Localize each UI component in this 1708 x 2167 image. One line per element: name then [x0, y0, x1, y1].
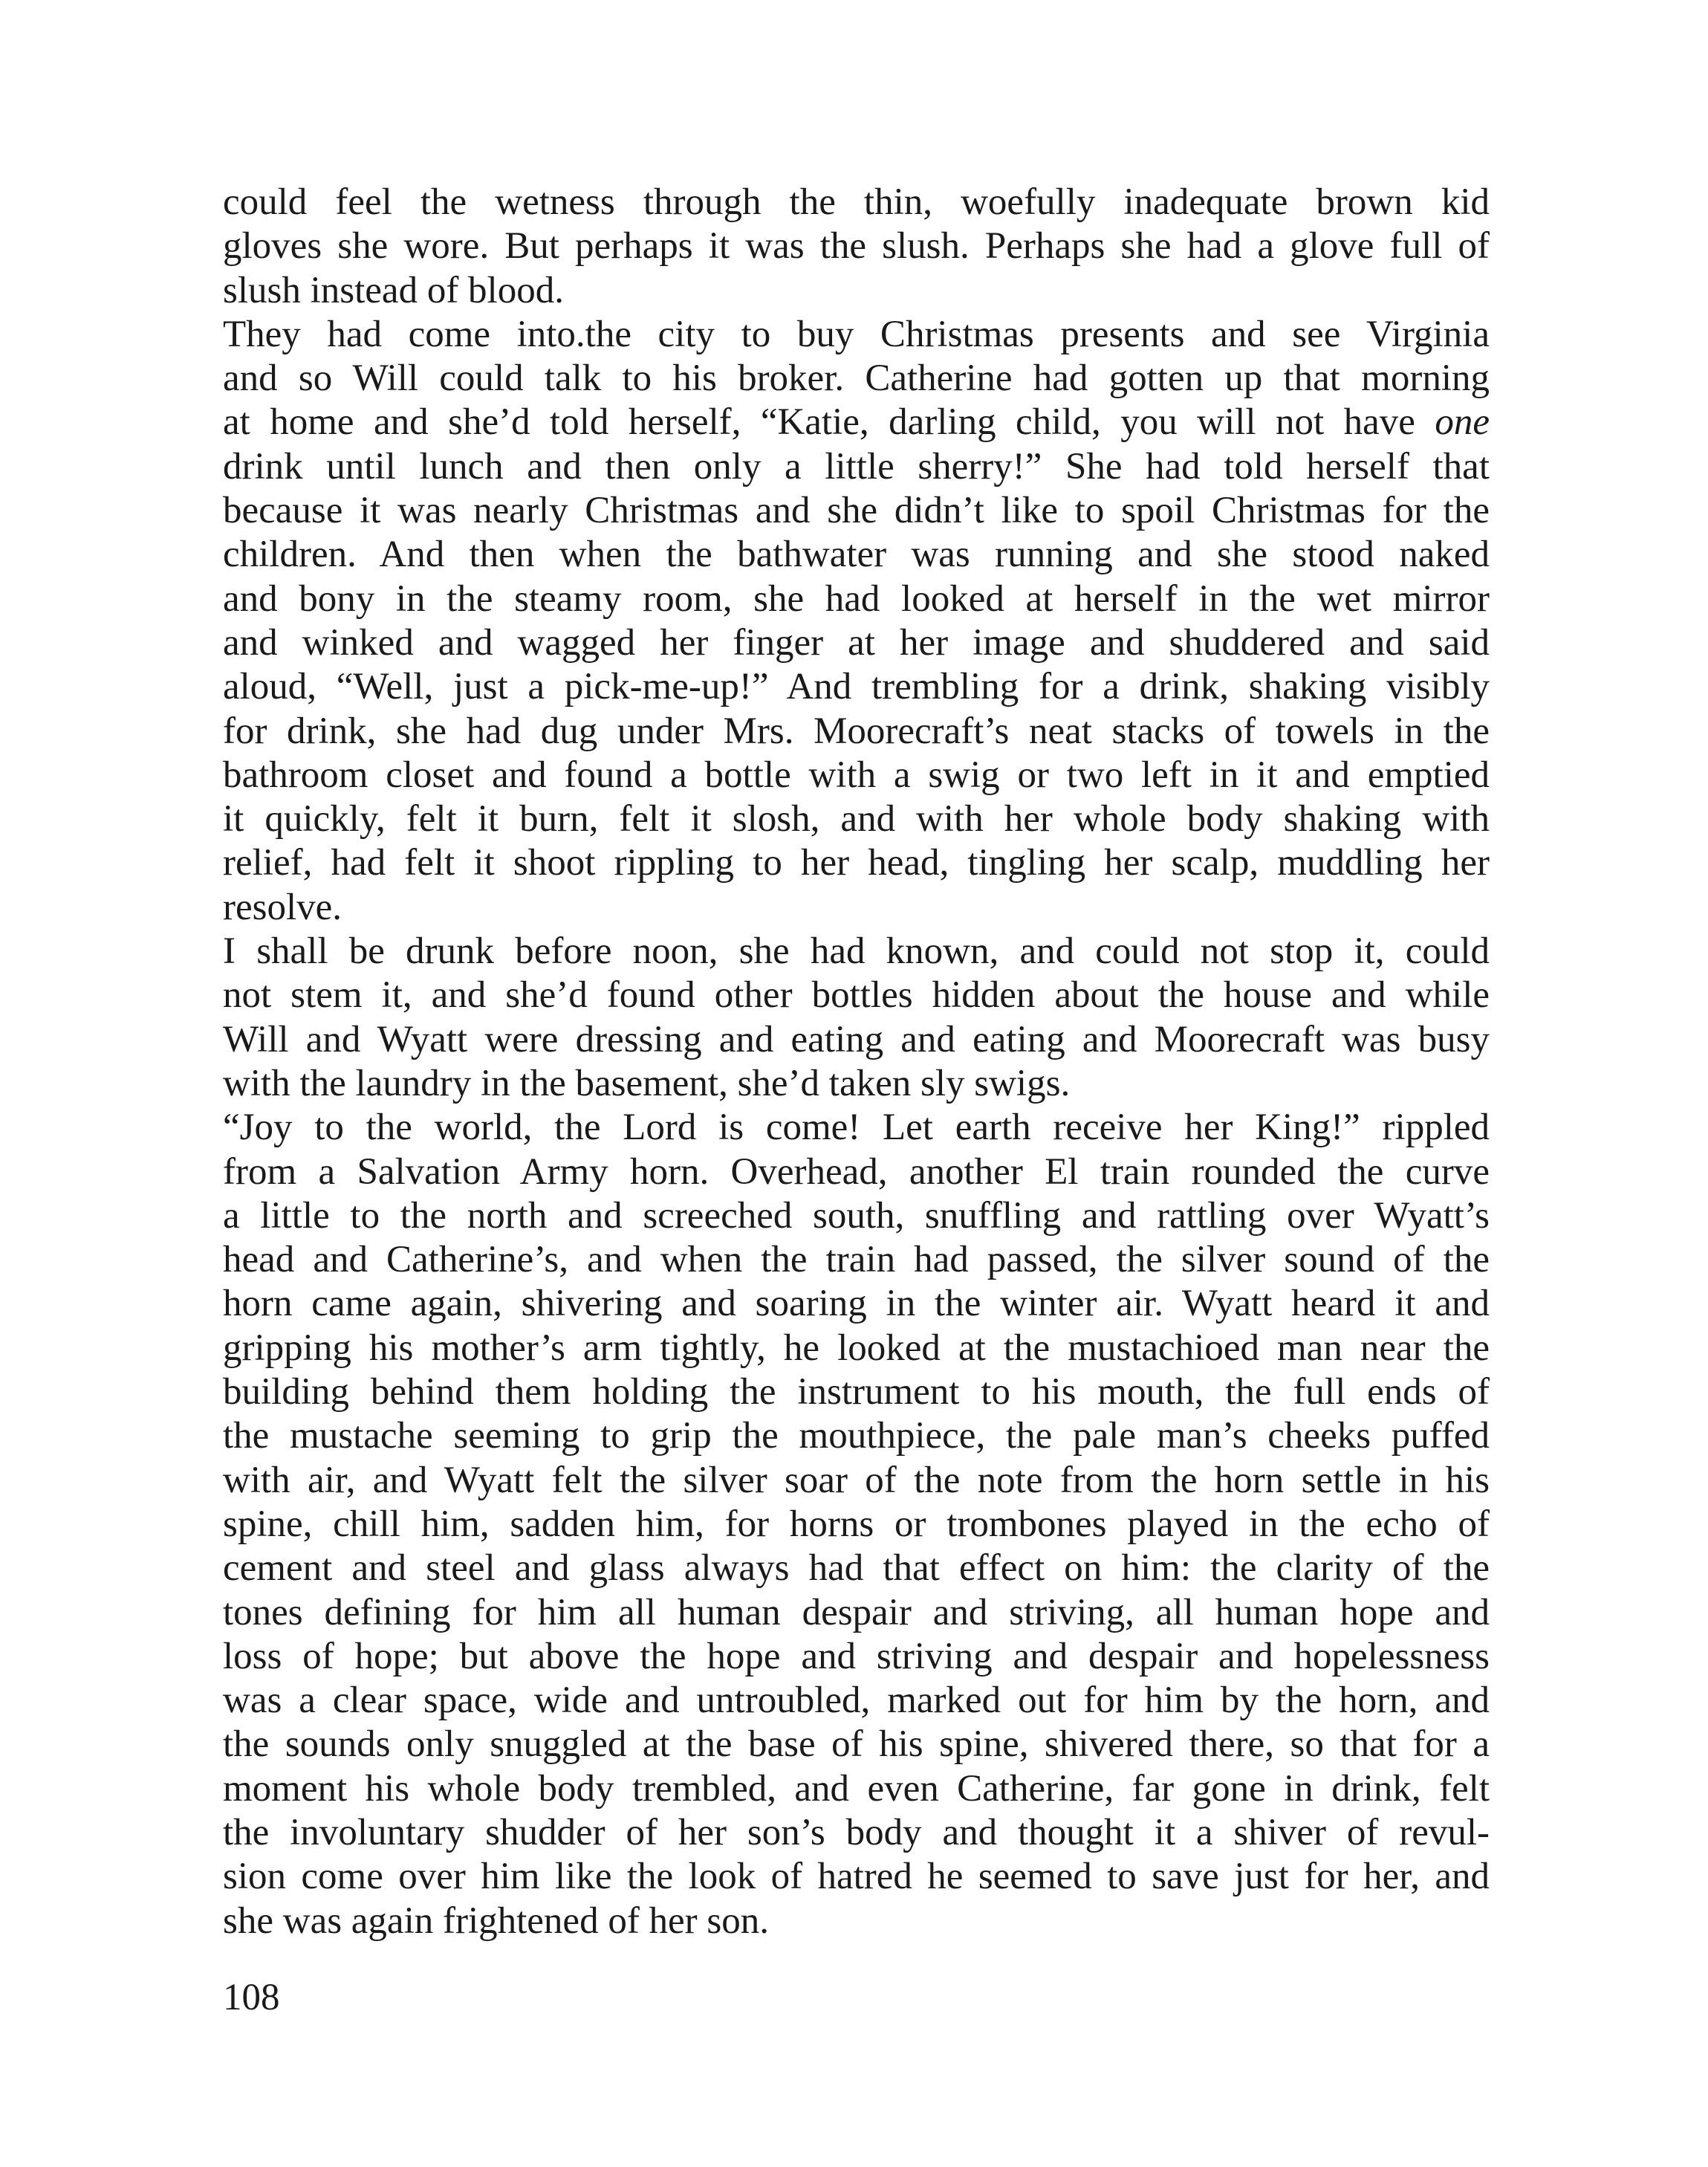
text-line: relief, had felt it shoot rippling to her head, tingling her scalp, muddling her — [223, 842, 1490, 884]
text-line: and so Will could talk to his broker. Catherine had gotten up that morning — [223, 357, 1490, 400]
text-line: slush instead of blood. — [223, 269, 564, 311]
text-line: They had come into.the city to buy Christmas presents and see Virginia — [223, 313, 1490, 355]
text-line: a little to the north and screeched south, snuffling and rattling over Wyatt’s — [223, 1194, 1490, 1237]
text-line: gripping his mother’s arm tightly, he looked at the mustachioed man near the — [223, 1327, 1490, 1369]
text-line: with the laundry in the basement, she’d taken sly swigs. — [223, 1062, 1071, 1104]
text-line: because it was nearly Christmas and she didn’t like to spoil Christmas for the — [223, 490, 1490, 532]
text-line: the involuntary shudder of her son’s body and thought it a shiver of revul- — [223, 1811, 1490, 1853]
text-line: building behind them holding the instrument to his mouth, the full ends of — [223, 1371, 1490, 1413]
text-line: could feel the wetness through the thin, woefully inadequate brown kid — [223, 181, 1490, 223]
text-line: gloves she wore. But perhaps it was the slush. Perhaps she had a glove full of — [223, 225, 1490, 268]
text-line: loss of hope; but above the hope and striving and despair and hopelessness — [223, 1635, 1490, 1677]
text-line: with air, and Wyatt felt the silver soar of the note from the horn settle in his — [223, 1459, 1490, 1501]
text-line: bathroom closet and found a bottle with a swig or two left in it and emptied — [223, 754, 1490, 796]
text-line: the mustache seeming to grip the mouthpiece, the pale man’s cheeks puffed — [223, 1415, 1490, 1457]
text-line: and bony in the steamy room, she had looked at herself in the wet mirror — [223, 577, 1490, 620]
text-line: “Joy to the world, the Lord is come! Let earth receive her King!” rippled — [223, 1107, 1490, 1149]
text-line: head and Catherine’s, and when the train had passed, the silver sound of the — [223, 1239, 1490, 1281]
text-line: and winked and wagged her finger at her image and shuddered and said — [223, 621, 1490, 664]
page-number: 108 — [223, 1977, 280, 2018]
text-line: sion come over him like the look of hatred he seemed to save just for her, and — [223, 1856, 1490, 1898]
text-line: cement and steel and glass always had that effect on him: the clarity of the — [223, 1547, 1490, 1590]
paragraph — [223, 930, 1490, 1106]
text-line: spine, chill him, sadden him, for horns or trombones played in the echo of — [223, 1503, 1490, 1545]
text-line: she was again frightened of her son. — [223, 1899, 770, 1942]
text-line: tones defining for him all human despair and striving, all human hope and — [223, 1591, 1490, 1633]
text-line: horn came again, shivering and soaring in the winter air. Wyatt heard it and — [223, 1283, 1490, 1325]
text-line: drink until lunch and then only a little sherry!” She had told herself that — [223, 445, 1490, 488]
paragraph — [223, 313, 1490, 930]
text-line: it quickly, felt it burn, felt it slosh, and with her whole body shaking with — [223, 798, 1490, 840]
text-line: for drink, she had dug under Mrs. Moorecraft’s neat stacks of towels in the — [223, 710, 1490, 752]
text-line: the sounds only snuggled at the base of his spine, shivered there, so that for a — [223, 1723, 1490, 1766]
paragraph — [223, 181, 1490, 313]
text-line: from a Salvation Army horn. Overhead, another El train rounded the curve — [223, 1150, 1490, 1193]
emphasis: one — [1435, 401, 1490, 444]
paragraph — [223, 1106, 1490, 1943]
text-line: aloud, “Well, just a pick-me-up!” And trembling for a drink, shaking visibly — [223, 666, 1490, 708]
text-line: resolve. — [223, 886, 342, 928]
text-line: was a clear space, wide and untroubled, marked out for him by the horn, and — [223, 1679, 1490, 1722]
text-line: Will and Wyatt were dressing and eating and eating and Moorecraft was busy — [223, 1018, 1490, 1060]
text-line: not stem it, and she’d found other bottles hidden about the house and while — [223, 974, 1490, 1017]
body-text — [223, 181, 1490, 1943]
text-line: moment his whole body trembled, and even Catherine, far gone in drink, felt — [223, 1767, 1490, 1810]
text-line: at home and she’d told herself, “Katie, darling child, you will not have one — [223, 401, 1490, 444]
text-line: I shall be drunk before noon, she had known, and could not stop it, could — [223, 930, 1490, 973]
text-line: children. And then when the bathwater was running and she stood naked — [223, 534, 1490, 576]
